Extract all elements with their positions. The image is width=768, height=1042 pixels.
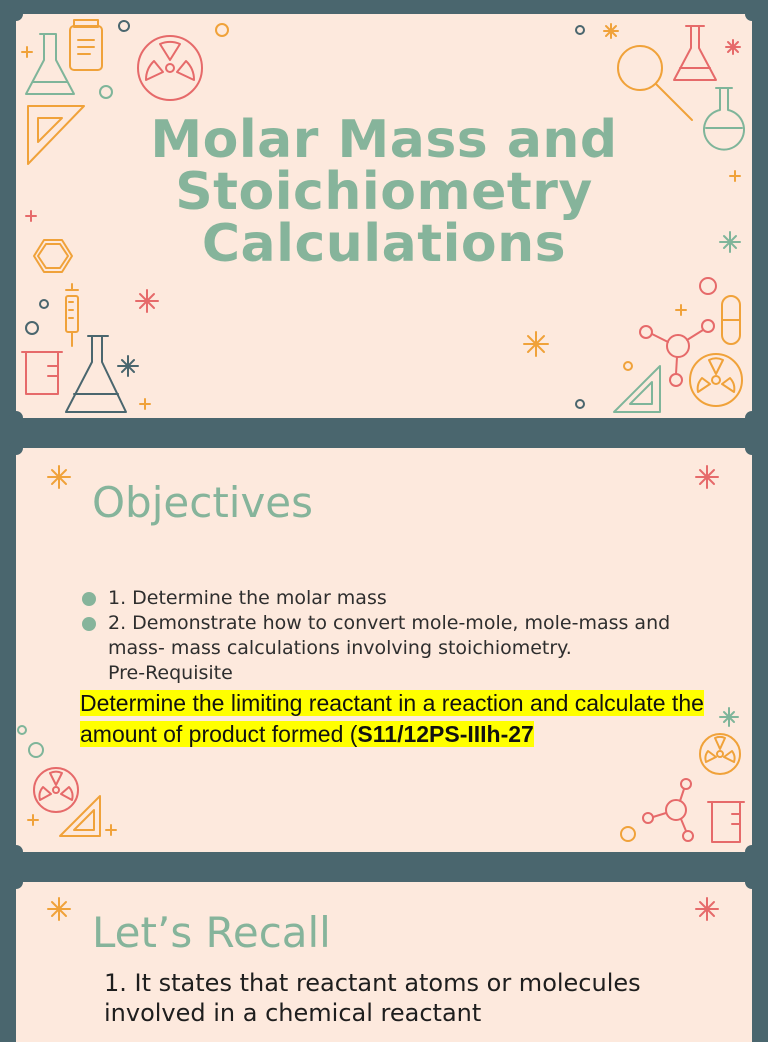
title-slide — [16, 14, 752, 418]
plus-icon — [106, 825, 116, 835]
sparkle-icon — [696, 466, 718, 488]
beaker-icon — [708, 802, 744, 842]
radiation-icon — [34, 768, 78, 812]
plus-icon — [22, 47, 32, 57]
sparkle-icon — [604, 24, 618, 38]
competency-code: S11/12PS-IIIh-27 — [357, 721, 534, 747]
sparkle-icon — [524, 332, 548, 356]
sparkle-icon — [48, 466, 70, 488]
radiation-icon — [138, 36, 202, 100]
pill-icon — [722, 296, 740, 344]
slide-title — [16, 110, 752, 274]
dot-icon — [18, 726, 26, 734]
dot-icon — [119, 21, 129, 31]
title-line: Calculations — [201, 214, 567, 274]
molecule-icon — [643, 779, 693, 841]
syringe-icon — [66, 284, 78, 346]
jar-icon — [70, 20, 102, 70]
recall-slide — [16, 882, 752, 1042]
plus-icon — [676, 305, 686, 315]
title-line: Molar Mass and — [150, 110, 618, 170]
beaker-icon — [22, 352, 62, 394]
dot-icon — [100, 86, 112, 98]
prerequisite-text — [80, 688, 720, 750]
sparkle-icon — [118, 356, 138, 376]
list-item: 1. Determine the molar mass — [80, 586, 700, 611]
sparkle-icon — [726, 40, 740, 54]
dot-icon — [624, 362, 632, 370]
magnifier-icon — [618, 46, 692, 120]
list-item: 2. Demonstrate how to convert mole-mole, mole-mass and mass- mass calculations involving stoichiometry. — [80, 611, 700, 661]
plus-icon — [140, 399, 150, 409]
sparkle-icon — [696, 898, 718, 920]
objectives-slide — [16, 448, 752, 852]
flask-icon — [26, 34, 74, 94]
dot-icon — [576, 26, 584, 34]
dot-icon — [26, 322, 38, 334]
sparkle-icon — [48, 898, 70, 920]
dot-icon — [29, 743, 43, 757]
title-line: Stoichiometry — [175, 162, 593, 222]
slide-heading: Objectives — [92, 478, 314, 527]
triangle-ruler-icon — [614, 366, 660, 412]
flask-icon — [674, 26, 716, 80]
dot-icon — [40, 300, 48, 308]
plus-icon — [28, 815, 38, 825]
flask-icon — [66, 336, 126, 412]
slide-heading: Let’s Recall — [92, 908, 331, 957]
sparkle-icon — [136, 290, 158, 312]
sparkle-icon — [720, 708, 738, 726]
radiation-icon — [690, 354, 742, 406]
recall-item: 1. It states that reactant atoms or molecules involved in a chemical reactant — [104, 969, 641, 1027]
highlight-text: Determine the limiting reactant in a reaction and calculate the amount of product formed ( — [80, 690, 704, 747]
dot-icon — [621, 827, 635, 841]
prerequisite-label: Pre-Requisite — [108, 662, 233, 684]
dot-icon — [216, 24, 228, 36]
dot-icon — [576, 400, 584, 408]
triangle-ruler-icon — [60, 796, 100, 836]
dot-icon — [700, 278, 716, 294]
objective-list — [80, 586, 700, 686]
